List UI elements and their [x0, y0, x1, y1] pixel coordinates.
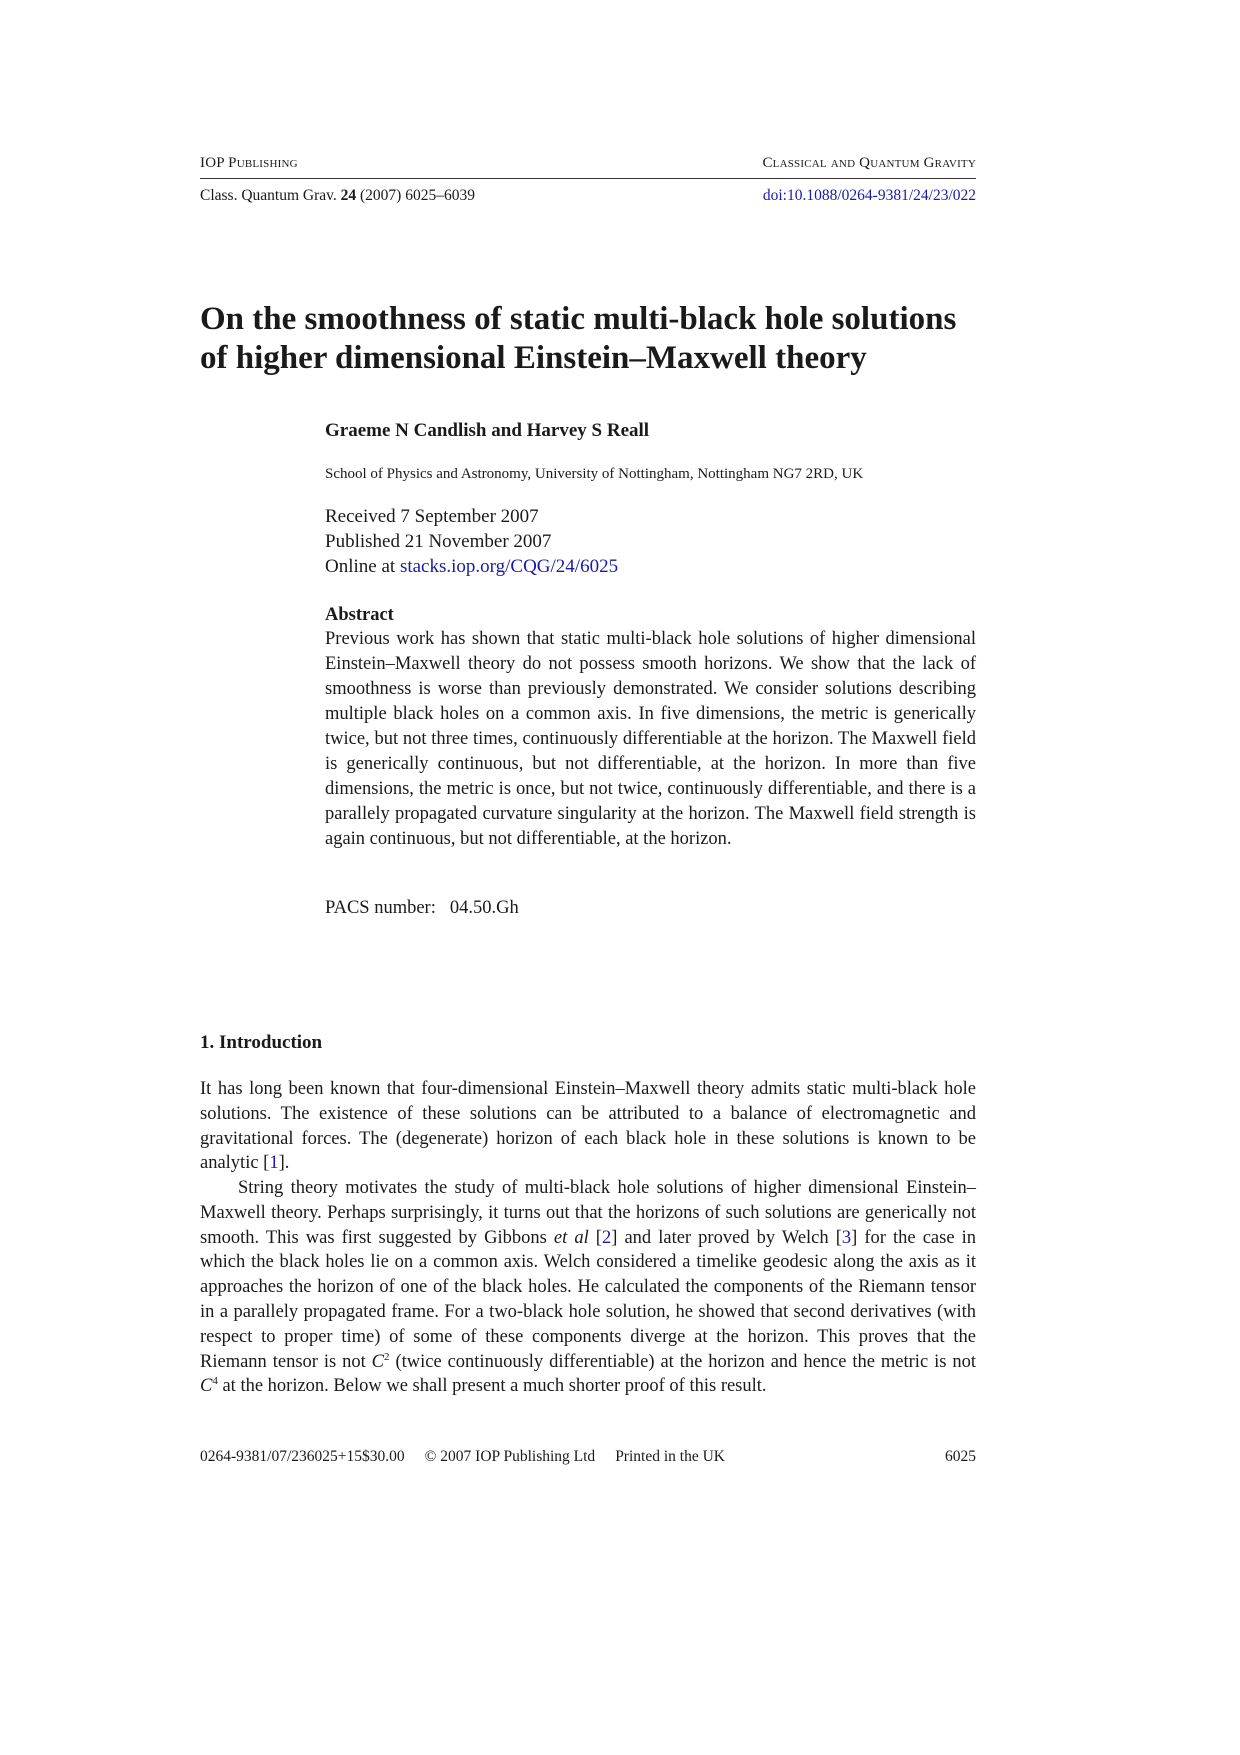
- math-c-symbol: C: [200, 1376, 213, 1397]
- running-head: [200, 154, 976, 172]
- author-affiliation: School of Physics and Astronomy, University of Nottingham, Nottingham NG7 2RD, UK: [325, 466, 864, 482]
- citation-volume: 24: [340, 187, 357, 204]
- copyright-notice: © 2007 IOP Publishing Ltd: [424, 1448, 596, 1465]
- online-info: [325, 554, 976, 579]
- intro-p2-text-e: (twice continuously differentiable) at the horizon and hence the metric is not: [389, 1351, 976, 1372]
- page-number: 6025: [945, 1448, 976, 1465]
- pacs-label: PACS number:: [325, 898, 436, 918]
- footer-info: [200, 1447, 725, 1467]
- issn-price: 0264-9381/07/236025+15$30.00: [200, 1448, 405, 1465]
- title-line-1: On the smoothness of static multi-black hole solutions: [200, 301, 957, 337]
- intro-p2-text-c: ] and later proved by Welch [: [611, 1227, 842, 1248]
- reference-link-3[interactable]: 3: [841, 1227, 852, 1248]
- citation-prefix: Class. Quantum Grav.: [200, 187, 337, 204]
- math-c-symbol: C: [371, 1351, 385, 1372]
- et-al: et al: [553, 1227, 589, 1248]
- journal-citation: [200, 186, 475, 206]
- journal-name: Classical and Quantum Gravity: [762, 155, 976, 171]
- intro-paragraph-1: [200, 1077, 976, 1176]
- header-rule: [200, 178, 976, 179]
- math-exponent-4: 4: [212, 1375, 218, 1388]
- math-exponent-2: 2: [384, 1350, 390, 1363]
- online-link[interactable]: stacks.iop.org/CQG/24/6025: [399, 556, 619, 577]
- intro-paragraph-2: [200, 1176, 976, 1399]
- author-list: Graeme N Candlish and Harvey S Reall: [325, 420, 650, 441]
- doi-link[interactable]: doi:10.1088/0264-9381/24/23/022: [762, 187, 976, 204]
- intro-p2-text-f: at the horizon. Below we shall present a much shorter proof of this result.: [217, 1376, 767, 1397]
- reference-link-2[interactable]: 2: [601, 1227, 612, 1248]
- published-date: Published 21 November 2007: [325, 531, 552, 552]
- intro-p2-text-d: ] for the case in which the black holes lie on a common axis. Welch considered a timelike geodesic along the axis as it approaches the horizon of one of the black holes. He calculated the components of the Riemann tensor in a parallely propagated frame. For a two-black hole solution, he showed that second derivatives (with respect to proper time) of some of these components diverge at the horizon. This proves that the Riemann tensor is not: [200, 1227, 976, 1372]
- intro-p1-text-a: It has long been known that four-dimensional Einstein–Maxwell theory admits static multi-black hole solutions. The existence of these solutions can be attributed to a balance of electromagnetic and gravitational forces. The (degenerate) horizon of each black hole in these solutions is known to be analytic [: [200, 1079, 976, 1174]
- intro-p2-text-a: String theory motivates the study of multi-black hole solutions of higher dimensional Einstein–Maxwell theory. Perhaps surprisingly, it turns out that the horizons of such solutions are generically not smooth. This was first suggested by Gibbons: [200, 1178, 976, 1248]
- publication-dates: [325, 504, 976, 579]
- reference-link-1[interactable]: 1: [269, 1153, 279, 1174]
- abstract-text: Previous work has shown that static multi-black hole solutions of higher dimensional Einstein–Maxwell theory do not possess smooth horizons. We show that the lack of smoothness is worse than previously demonstrated. We consider solutions describing multiple black holes on a common axis. In five dimensions, the metric is generically twice, but not three times, continuously differentiable at the horizon. The Maxwell field is generically continuous, but not differentiable, at the horizon. In more than five dimensions, the metric is once, but not twice, continuously differentiable, and there is a parallely propagated curvature singularity at the horizon. The Maxwell field strength is again continuous, but not differentiable, at the horizon.: [325, 629, 976, 849]
- abstract-heading: Abstract: [325, 605, 394, 625]
- citation-suffix: (2007) 6025–6039: [360, 187, 475, 204]
- pacs-value: 04.50.Gh: [449, 898, 519, 918]
- online-prefix: Online at: [325, 556, 396, 577]
- received-date: Received 7 September 2007: [325, 506, 539, 527]
- intro-p1-text-b: ].: [278, 1153, 290, 1174]
- article-title: [200, 300, 976, 378]
- publisher-name: IOP Publishing: [200, 155, 298, 171]
- intro-p2-text-b: [: [588, 1227, 602, 1248]
- citation-line: [200, 186, 976, 206]
- printed-note: Printed in the UK: [615, 1448, 725, 1465]
- title-line-2: of higher dimensional Einstein–Maxwell theory: [200, 340, 867, 376]
- page-footer: [200, 1447, 976, 1467]
- section-heading-introduction: 1. Introduction: [200, 1032, 323, 1053]
- pacs-number: [325, 896, 976, 921]
